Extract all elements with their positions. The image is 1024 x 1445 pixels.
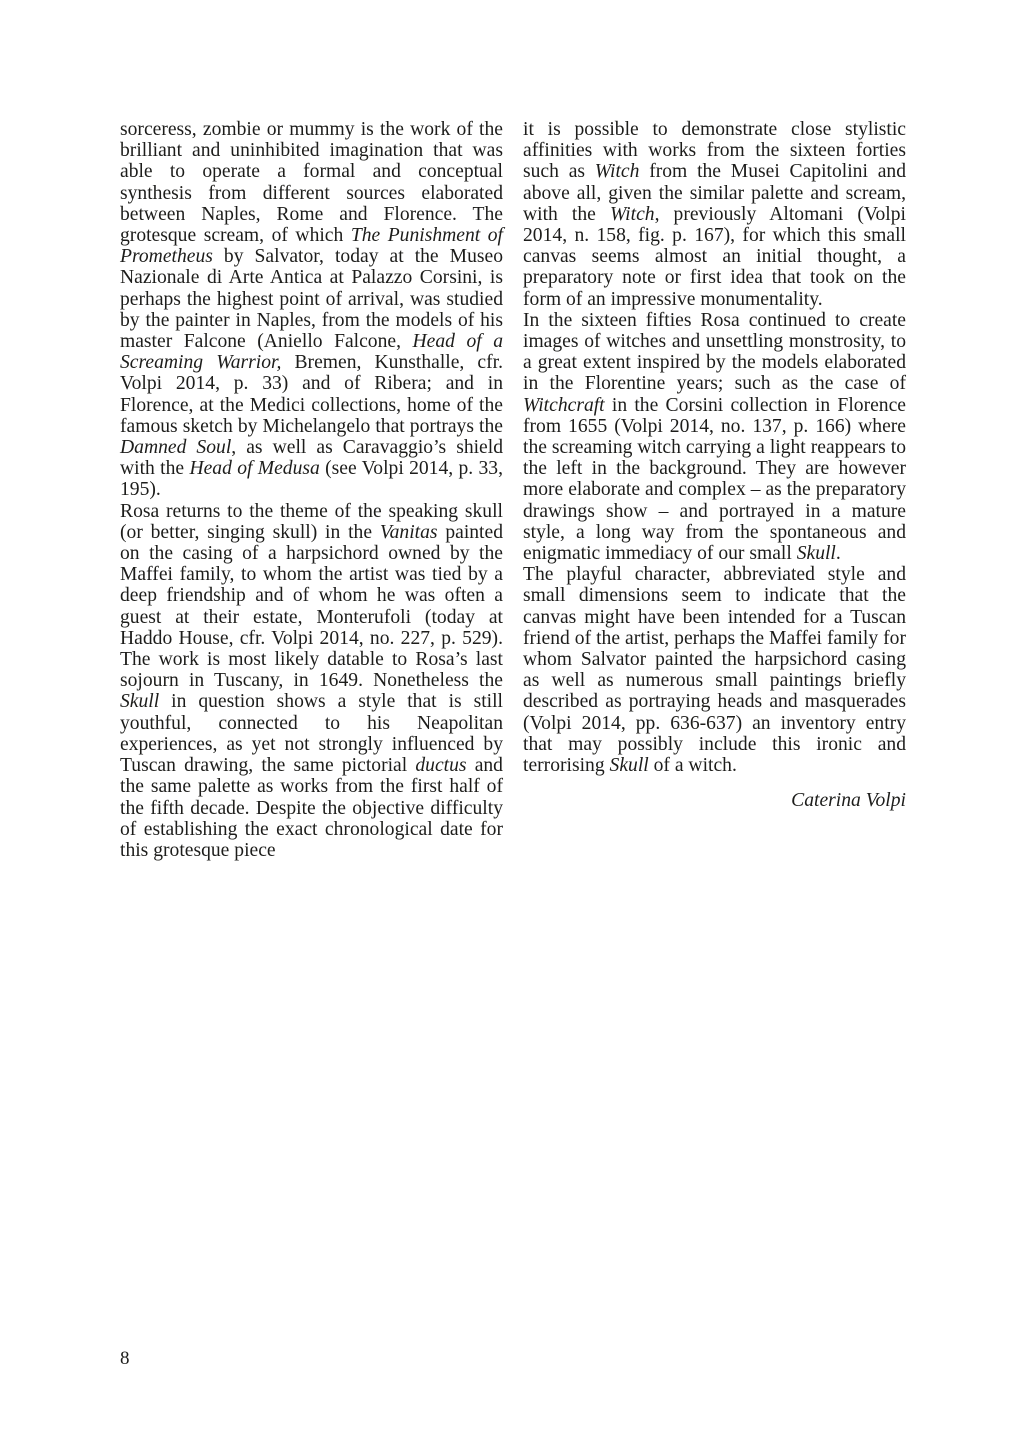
italic-title: Skull [796,543,836,565]
left-paragraph-2 [120,501,503,861]
text-run: The playful character, abbreviated style and small dimensions seem to indicate that the canvas might have been intended for a Tuscan friend of the artist, perhaps the Maffei family for whom Salvator painted the harpsichord casing as well as numerous small paintings briefly described as portraying heads and masquerades (Volpi 2014, pp. 636-637) an inventory entry that may possibly include this ironic and terrorising [523,564,906,777]
italic-title: Head of Medusa [189,458,320,480]
italic-title: The Punishment of Prometheus [120,225,503,268]
right-paragraph-1 [523,119,906,310]
text-run: sorceress, zombie or mummy is the work of the brilliant and uninhibited imagination that was able to operate a formal and conceptual synthesis from different sources elaborated between Naples, Rome and Florence. The grotesque scream, of which [120,119,503,247]
italic-title: Vanitas [379,521,438,543]
left-paragraph-1 [120,119,503,501]
left-text-column [120,119,503,861]
italic-title: Witch [609,203,655,225]
italic-title: Witch [594,161,640,183]
italic-title: Skull [120,691,160,713]
text-run: in the Corsini collection in Florence from 1655 (Volpi 2014, no. 137, p. 166) where the screaming witch carrying a light reappears to the left in the background. They are however more elaborate and complex – as the preparatory drawings show – and portrayed in a mature style, a long way from the spontaneous and enigmatic immediacy of our small [523,394,906,565]
right-paragraph-2 [523,310,906,564]
text-run: , as well as Caravaggio’s shield with the [120,437,503,480]
text-run: of a witch. [648,755,737,777]
author-signature: Caterina Volpi [791,790,906,812]
italic-title: Head of a Screaming Warrior, [120,331,503,374]
text-run: , previously Altomani (Volpi 2014, n. 158, fig. p. 167), for which this small canvas seems almost an initial thought, a preparatory note or first idea that took on the form of an impressive monumentality. [523,203,906,310]
page-number: 8 [120,1348,130,1369]
italic-title: Witchcraft [523,394,605,416]
right-paragraph-3 [523,564,906,776]
text-run: from the Musei Capitolini and above all, given the similar palette and scream, with the [523,161,906,225]
text-run: it is possible to demonstrate close stylistic affinities with works from the sixteen forties such as [523,119,906,183]
text-run: (see Volpi 2014, p. 33, 195). [120,458,504,501]
text-run: . [835,543,841,565]
text-run: in question shows a style that is still youthful, connected to his Neapolitan experiences, as yet not strongly influenced by Tuscan drawing, the same pictorial [120,691,503,777]
italic-title: Skull [609,755,649,777]
right-text-column [523,119,906,812]
text-run: and the same palette as works from the first half of the fifth decade. Despite the objective difficulty of establishing the exact chronological date for this grotesque piece [120,755,503,861]
italic-title: Damned Soul [120,437,232,459]
text-run: In the sixteen fifties Rosa continued to create images of witches and unsettling monstrosity, to a great extent inspired by the models elaborated in the Florentine years; such as the case of [523,309,906,395]
text-run: painted on the casing of a harpsichord owned by the Maffei family, to whom the artist was tied by a deep friendship and of whom he was often a guest at their estate, Monterufoli (today at Haddo House, cfr. Volpi 2014, no. 227, p. 529). The work is most likely datable to Rosa’s last sojourn in Tuscany, in 1649. Nonetheless the [120,521,503,692]
text-run: by Salvator, today at the Museo Nazionale di Arte Antica at Palazzo Corsini, is perhaps the highest point of arrival, was studied by the painter in Naples, from the models of his master Falcone (Aniello Falcone, [120,246,503,353]
text-run: Bremen, Kunsthalle, cfr. Volpi 2014, p. 33) and of Ribera; and in Florence, at the Medici collections, home of the famous sketch by Michelangelo that portrays the [120,352,503,437]
text-run: Rosa returns to the theme of the speaking skull (or better, singing skull) in the [120,500,503,543]
italic-term: ductus [415,755,467,777]
